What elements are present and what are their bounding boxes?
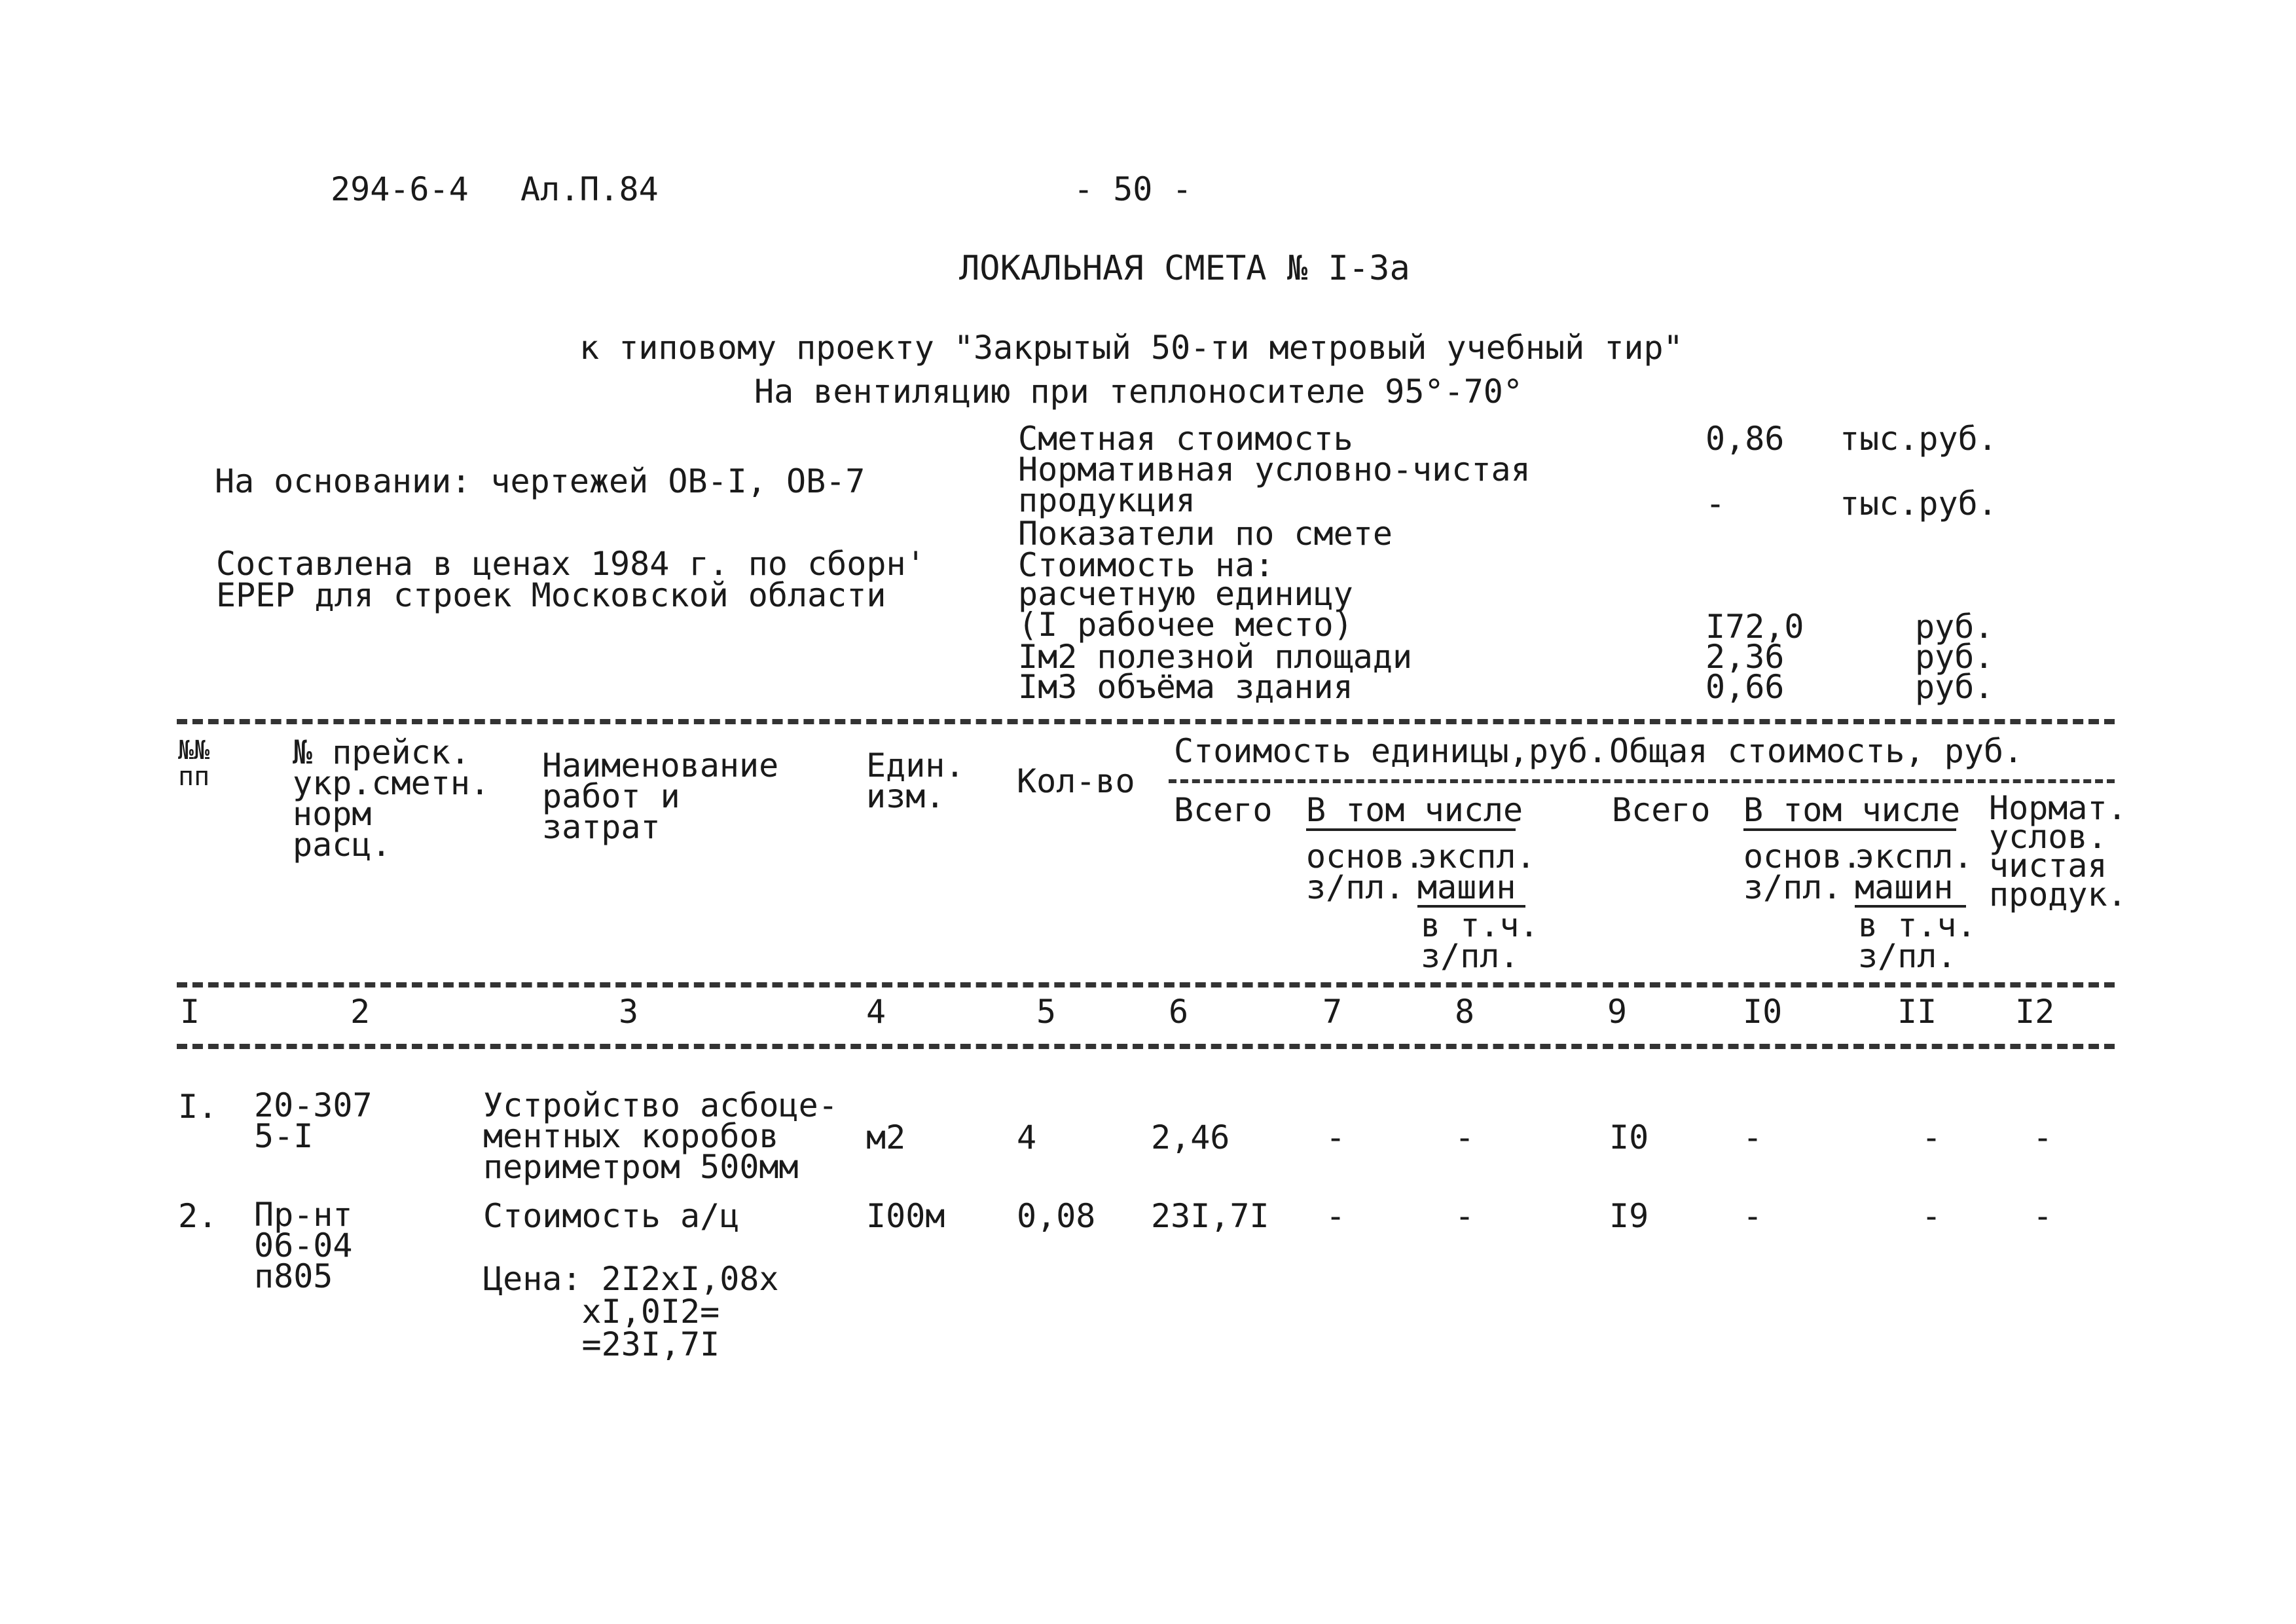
- column-number: 6: [1169, 993, 1189, 1031]
- header-unit-incl-underline: [1306, 828, 1516, 831]
- row-total: I9: [1609, 1197, 1649, 1235]
- row-total-machine: -: [1922, 1197, 1942, 1235]
- column-number: 4: [866, 993, 886, 1031]
- area-cost-value: 2,36: [1705, 638, 1785, 676]
- row-net-product: -: [2033, 1197, 2053, 1235]
- album-reference: Ал.П.84: [520, 170, 659, 208]
- unit-cost-label: расчетную единицу (I рабочее место): [1018, 575, 1353, 644]
- drawings-basis: На основании: чертежей ОВ-I, ОВ-7: [215, 462, 866, 500]
- estimated-cost-unit: тыс.руб.: [1840, 420, 1997, 458]
- column-number: 9: [1607, 993, 1628, 1031]
- column-number: I0: [1743, 993, 1783, 1031]
- header-unit-base-wage: основ. з/пл.: [1306, 838, 1425, 906]
- row-total-wage: -: [1743, 1118, 1763, 1156]
- estimated-cost-value: 0,86: [1705, 420, 1785, 458]
- area-cost-unit: руб.: [1915, 638, 1994, 676]
- column-number: 2: [350, 993, 371, 1031]
- row-unit-machine: -: [1455, 1197, 1475, 1235]
- unit-cost-unit: руб.: [1915, 608, 1994, 646]
- row-unit-wage: -: [1326, 1197, 1346, 1235]
- table-top-rule: [177, 719, 2115, 724]
- area-cost-label: Iм2 полезной площади: [1018, 638, 1413, 676]
- row-ref: Пр-нт 06-04 п805: [254, 1196, 353, 1295]
- volume-cost-label: Iм3 объёма здания: [1018, 668, 1353, 706]
- row-net-product: -: [2033, 1118, 2053, 1156]
- column-number: II: [1897, 993, 1937, 1031]
- row-num: 2.: [178, 1197, 218, 1235]
- header-qty: Кол-во: [1017, 762, 1135, 800]
- header-group-rule: [1169, 779, 2115, 783]
- row-unit-total: 23I,7I: [1151, 1197, 1269, 1235]
- column-numbers-bottom-rule: [177, 1044, 2115, 1049]
- price-calculation-note: Цена: 2I2хI,08х хI,0I2= =23I,7I: [483, 1260, 779, 1363]
- header-unit-cost-group: Стоимость единицы,руб.: [1174, 732, 1608, 770]
- row-total-wage: -: [1743, 1197, 1763, 1235]
- row-name: Устройство асбоце- ментных коробов периметром 500мм: [483, 1086, 838, 1186]
- row-unit-total: 2,46: [1151, 1118, 1230, 1156]
- net-product-label: Нормативная условно-чистая продукция: [1018, 451, 1531, 519]
- heating-subtitle: На вентиляцию при теплоносителе 95°-70°: [754, 373, 1523, 411]
- column-number: I2: [2015, 993, 2055, 1031]
- project-subtitle: к типовому проекту "Закрытый 50-ти метровый учебный тир": [579, 329, 1683, 367]
- document-title: ЛОКАЛЬНАЯ СМЕТА № I-3а: [959, 249, 1410, 288]
- row-unit-wage: -: [1326, 1118, 1346, 1156]
- header-net-product: Нормат. услов. чистая продук.: [1989, 789, 2127, 913]
- header-price-ref: № прейск. укр.сметн. норм расц.: [293, 733, 490, 864]
- header-total-cost-group: Общая стоимость, руб.: [1609, 732, 2024, 770]
- column-number: I: [180, 993, 200, 1031]
- header-unit-incl: В том числе: [1306, 791, 1523, 829]
- net-product-unit: тыс.руб.: [1840, 485, 1997, 523]
- prices-basis-line2: ЕРЕР для строек Московской области: [216, 576, 886, 614]
- estimated-cost-label: Сметная стоимость: [1018, 420, 1353, 458]
- header-name: Наименование работ и затрат: [542, 747, 779, 846]
- column-number: 3: [619, 993, 639, 1031]
- unit-cost-value: I72,0: [1705, 608, 1804, 646]
- header-total-incl-wage: в т.ч. з/пл.: [1858, 906, 1977, 975]
- volume-cost-unit: руб.: [1915, 668, 1994, 706]
- header-unit-total: Всего: [1174, 791, 1273, 829]
- header-unit-machine: экспл. машин: [1417, 838, 1536, 906]
- indicators-label: Показатели по смете: [1018, 515, 1393, 553]
- header-total-base-wage: основ. з/пл.: [1743, 838, 1862, 906]
- prices-basis-line1: Составлена в ценах 1984 г. по сборн': [216, 545, 926, 583]
- net-product-value: -: [1705, 485, 1726, 523]
- row-unit-machine: -: [1455, 1118, 1475, 1156]
- page-number: - 50 -: [1074, 170, 1192, 208]
- header-total: Всего: [1612, 791, 1711, 829]
- header-total-machine: экспл. машин: [1855, 838, 1973, 906]
- row-unit: I00м: [866, 1197, 945, 1235]
- document-code: 294-6-4: [331, 170, 469, 208]
- row-total: I0: [1609, 1118, 1649, 1156]
- cost-per-label: Стоимость на:: [1018, 546, 1275, 584]
- row-ref: 20-307 5-I: [254, 1086, 373, 1155]
- column-number: 5: [1036, 993, 1057, 1031]
- row-total-machine: -: [1922, 1118, 1942, 1156]
- header-total-incl: В том числе: [1743, 791, 1961, 829]
- row-unit: м2: [866, 1118, 906, 1156]
- column-number: 7: [1322, 993, 1343, 1031]
- volume-cost-value: 0,66: [1705, 668, 1785, 706]
- row-qty: 0,08: [1017, 1197, 1096, 1235]
- row-qty: 4: [1017, 1118, 1037, 1156]
- header-bottom-rule: [177, 982, 2115, 987]
- row-num: I.: [178, 1088, 218, 1126]
- header-unit-incl-wage: в т.ч. з/пл.: [1421, 906, 1539, 975]
- column-number: 8: [1455, 993, 1475, 1031]
- header-num: №№ пп: [178, 735, 210, 792]
- header-unit: Един. изм.: [866, 747, 965, 815]
- header-total-incl-underline: [1743, 828, 1956, 831]
- row-name: Стоимость а/ц: [483, 1197, 740, 1235]
